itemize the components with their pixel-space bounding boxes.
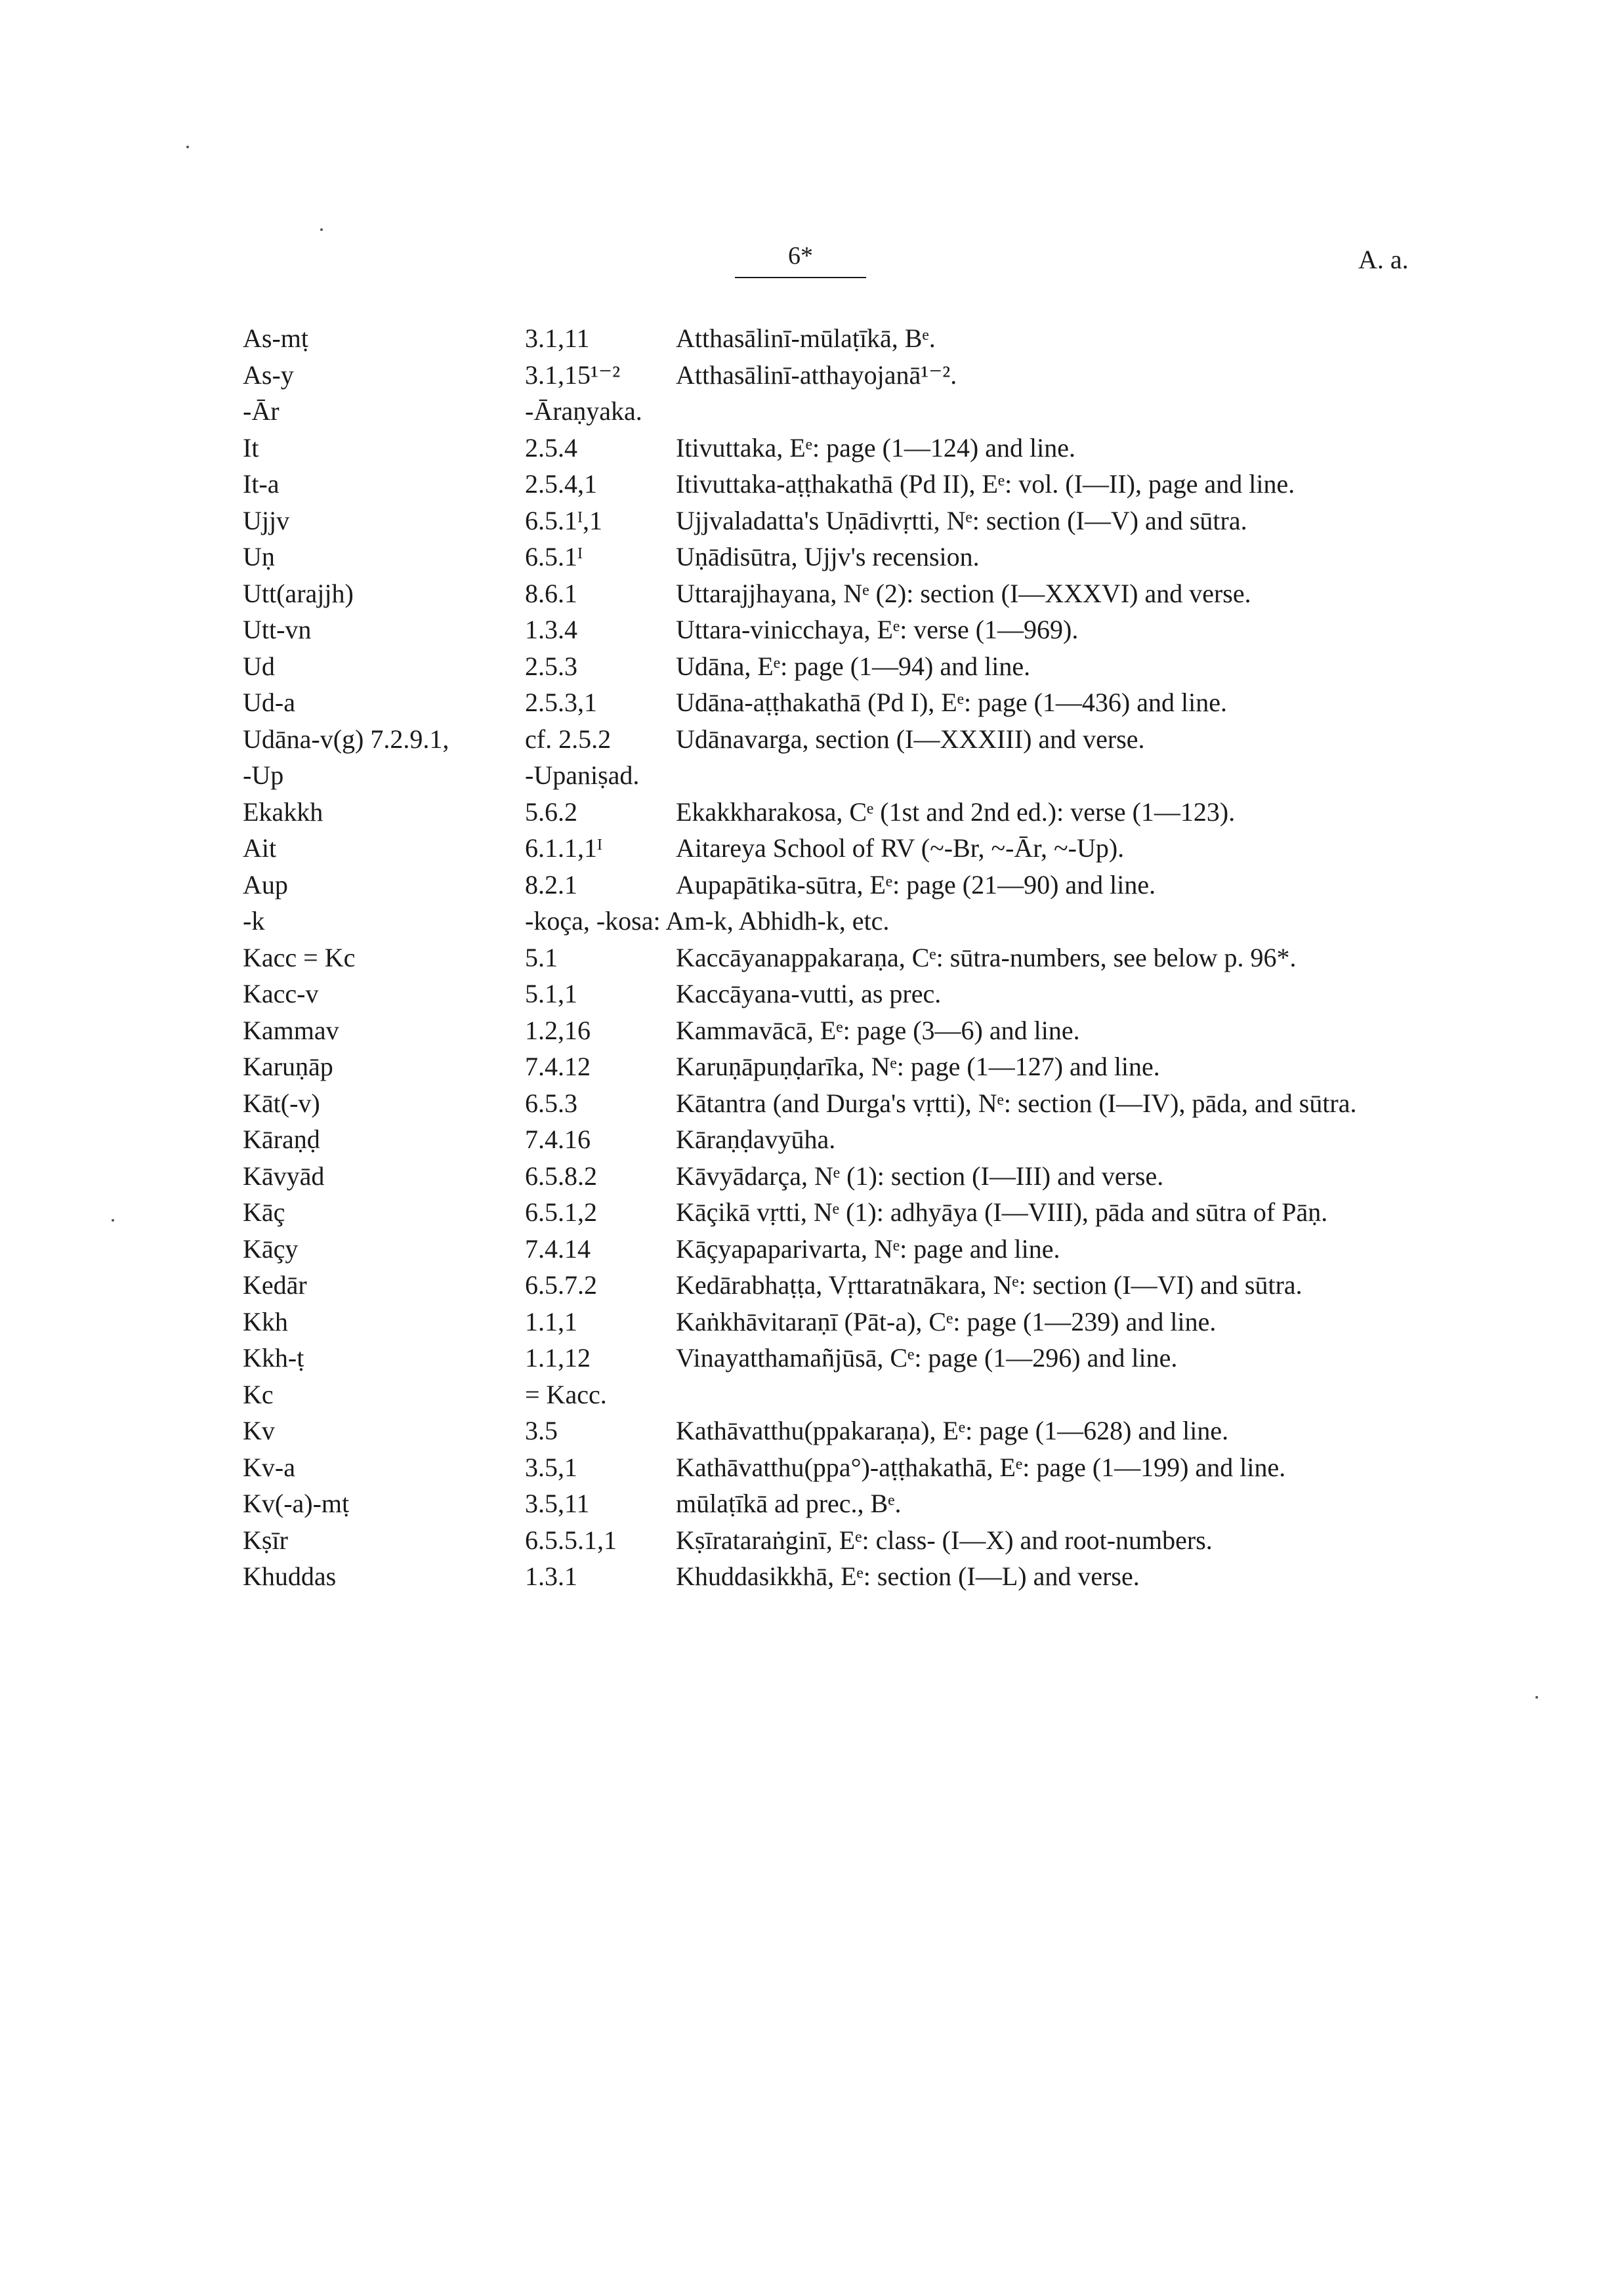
entry-abbr: Kc xyxy=(243,1379,274,1409)
entry-desc: Karuṇāpuṇḍarīka, Nᵉ: page (1—127) and line. xyxy=(676,1052,1160,1081)
entry-row xyxy=(243,1158,1398,1195)
scan-speck xyxy=(112,1219,114,1222)
entry-desc: Kaccāyana-vutti, as prec. xyxy=(676,979,942,1008)
entry-ref: -Upaniṣad. xyxy=(525,760,640,790)
entry-abbr: Kammav xyxy=(243,1015,339,1045)
entry-abbr: Kv(-a)-mṭ xyxy=(243,1489,350,1518)
entry-abbr: Kāvyād xyxy=(243,1161,325,1191)
entry-row xyxy=(243,1121,1398,1158)
entry-abbr: Kkh xyxy=(243,1306,288,1336)
entry-desc: Kedārabhaṭṭa, Vṛttaratnākara, Nᵉ: section (I—VI) and sūtra. xyxy=(676,1270,1302,1300)
entry-ref: 3.1,15¹⁻² xyxy=(525,360,621,390)
scan-speck xyxy=(320,228,323,231)
entry-abbr: Kṣīr xyxy=(243,1525,288,1555)
entry-desc: mūlaṭīkā ad prec., Bᵉ. xyxy=(676,1489,902,1518)
page-number: 6* xyxy=(788,242,813,270)
entry-ref: -Āraṇyaka. xyxy=(525,396,642,426)
entry-abbr: Ekakkh xyxy=(243,796,323,827)
entry-abbr: Ait xyxy=(243,833,277,863)
entry-ref: -koça, -kosa: Am-k, Abhidh-k, etc. xyxy=(525,906,890,936)
entry-abbr: Uṇ xyxy=(243,542,275,571)
entry-ref: 6.5.1,2 xyxy=(525,1197,597,1227)
entry-ref: 2.5.3,1 xyxy=(525,688,597,717)
entry-ref: 5.1,1 xyxy=(525,979,577,1008)
entry-desc: Kammavācā, Eᵉ: page (3—6) and line. xyxy=(676,1015,1080,1045)
entry-row xyxy=(243,757,1398,794)
entry-ref: 5.1 xyxy=(525,942,558,972)
entry-desc: Udāna-aṭṭhakathā (Pd I), Eᵉ: page (1—436) and line. xyxy=(676,688,1227,717)
entry-ref: = Kacc. xyxy=(525,1379,607,1409)
entry-ref: 1.3.1 xyxy=(525,1561,577,1591)
entry-abbr: Kkh-ṭ xyxy=(243,1343,304,1373)
entry-ref: 7.4.14 xyxy=(525,1233,591,1264)
entry-row xyxy=(243,794,1398,831)
entry-abbr: Udāna-v(g) 7.2.9.1, xyxy=(243,724,449,754)
entry-desc: Itivuttaka-aṭṭhakathā (Pd II), Eᵉ: vol. (I—II), page and line. xyxy=(676,469,1295,499)
entry-abbr: As-y xyxy=(243,360,294,390)
entry-abbr: Ujjv xyxy=(243,505,290,535)
entry-ref: 2.5.3 xyxy=(525,651,577,681)
entry-desc: Ujjvaladatta's Uṇādivṛtti, Nᵉ: section (I—V) and sūtra. xyxy=(676,505,1247,535)
entry-abbr: Kacc-v xyxy=(243,979,319,1008)
entry-ref: 3.5 xyxy=(525,1416,558,1445)
entry-abbr: Kedār xyxy=(243,1270,307,1300)
entry-ref: 5.6.2 xyxy=(525,796,577,827)
entry-desc: Udānavarga, section (I—XXXIII) and verse. xyxy=(676,724,1145,754)
entry-ref: 8.6.1 xyxy=(525,578,577,608)
entry-desc: Aupapātika-sūtra, Eᵉ: page (21—90) and line. xyxy=(676,869,1156,899)
entry-ref: 6.5.7.2 xyxy=(525,1270,597,1300)
entry-row xyxy=(243,1231,1398,1268)
entry-row xyxy=(243,1085,1398,1122)
entry-row xyxy=(243,1376,1398,1413)
entry-ref: 2.5.4,1 xyxy=(525,469,597,499)
entry-row xyxy=(243,466,1398,503)
entry-desc: Kāvyādarça, Nᵉ (1): section (I—III) and verse. xyxy=(676,1161,1164,1191)
entry-abbr: It xyxy=(243,432,259,463)
entry-abbr: Aup xyxy=(243,869,288,899)
entry-row xyxy=(243,648,1398,685)
entry-row xyxy=(243,503,1398,539)
entry-abbr: Khuddas xyxy=(243,1561,337,1591)
entry-desc: Kātantra (and Durga's vṛtti), Nᵉ: section (I—IV), pāda, and sūtra. xyxy=(676,1088,1357,1118)
entry-desc: Kṣīrataraṅginī, Eᵉ: class- (I—X) and root-numbers. xyxy=(676,1525,1213,1555)
entry-row xyxy=(243,1413,1398,1449)
entry-row xyxy=(243,430,1398,466)
entry-ref: 1.1,1 xyxy=(525,1306,577,1336)
entry-abbr: -k xyxy=(243,906,265,936)
entry-abbr: Kāçy xyxy=(243,1233,299,1264)
entry-ref: 2.5.4 xyxy=(525,432,577,463)
entry-ref: 1.2,16 xyxy=(525,1015,591,1045)
entry-desc: Udāna, Eᵉ: page (1—94) and line. xyxy=(676,651,1031,681)
abbreviation-list xyxy=(243,320,1398,1595)
entry-row xyxy=(243,393,1398,430)
entry-row xyxy=(243,1558,1398,1595)
entry-abbr: Utt-vn xyxy=(243,615,312,644)
entry-row xyxy=(243,830,1398,867)
entry-row xyxy=(243,357,1398,394)
entry-abbr: Kv-a xyxy=(243,1452,295,1482)
entry-desc: Atthasālinī-atthayojanā¹⁻². xyxy=(676,360,957,390)
entry-desc: Vinayatthamañjūsā, Cᵉ: page (1—296) and line. xyxy=(676,1343,1178,1373)
entry-ref: 6.1.1,1ᴵ xyxy=(525,833,602,863)
entry-abbr: Ud-a xyxy=(243,688,295,717)
entry-row xyxy=(243,1048,1398,1085)
entry-ref: 6.5.3 xyxy=(525,1088,577,1118)
entry-row xyxy=(243,976,1398,1012)
entry-abbr: Kāraṇḍ xyxy=(243,1125,320,1154)
entry-desc: Khuddasikkhā, Eᵉ: section (I—L) and verse. xyxy=(676,1561,1140,1591)
entry-ref: 6.5.1ᴵ xyxy=(525,542,583,571)
entry-desc: Kāçyapaparivarta, Nᵉ: page and line. xyxy=(676,1233,1060,1264)
entry-ref: 1.1,12 xyxy=(525,1343,591,1373)
entry-abbr: -Up xyxy=(243,760,284,790)
scan-speck xyxy=(1535,1696,1538,1699)
scan-speck xyxy=(186,146,189,148)
entry-row xyxy=(243,867,1398,903)
entry-abbr: -Ār xyxy=(243,396,280,426)
entry-ref: 6.5.8.2 xyxy=(525,1161,597,1191)
entry-ref: 3.5,11 xyxy=(525,1489,590,1518)
entry-desc: Itivuttaka, Eᵉ: page (1—124) and line. xyxy=(676,432,1075,463)
entry-ref: 6.5.1ᴵ,1 xyxy=(525,505,602,535)
entry-ref: 7.4.12 xyxy=(525,1052,591,1081)
entry-abbr: Karuṇāp xyxy=(243,1052,333,1081)
entry-row xyxy=(243,575,1398,612)
entry-desc: Uttarajjhayana, Nᵉ (2): section (I—XXXVI) and verse. xyxy=(676,578,1251,608)
entry-desc: Uṇādisūtra, Ujjv's recension. xyxy=(676,542,980,571)
entry-abbr: Kāt(-v) xyxy=(243,1088,320,1118)
entry-row xyxy=(243,940,1398,976)
entry-desc: Kaṅkhāvitaraṇī (Pāt-a), Cᵉ: page (1—239) and line. xyxy=(676,1306,1217,1336)
entry-abbr: Utt(arajjh) xyxy=(243,578,354,608)
entry-row xyxy=(243,684,1398,721)
entry-ref: 1.3.4 xyxy=(525,615,577,644)
entry-row xyxy=(243,320,1398,357)
entry-desc: Uttara-vinicchaya, Eᵉ: verse (1—969). xyxy=(676,615,1079,644)
section-mark: A. a. xyxy=(1358,245,1409,274)
entry-ref: 3.5,1 xyxy=(525,1452,577,1482)
entry-row xyxy=(243,1522,1398,1559)
entry-row xyxy=(243,611,1398,648)
entry-desc: Kāçikā vṛtti, Nᵉ (1): adhyāya (I—VIII), pāda and sūtra of Pāṇ. xyxy=(676,1197,1328,1227)
entry-ref: 8.2.1 xyxy=(525,869,577,899)
page-number-rule xyxy=(735,277,866,278)
entry-row xyxy=(243,721,1398,758)
entry-abbr: It-a xyxy=(243,469,280,499)
entry-row xyxy=(243,1485,1398,1522)
entry-desc: Kathāvatthu(ppakaraṇa), Eᵉ: page (1—628) and line. xyxy=(676,1416,1229,1445)
entry-ref: cf. 2.5.2 xyxy=(525,724,612,754)
entry-row xyxy=(243,1340,1398,1376)
entry-abbr: Kāç xyxy=(243,1197,285,1227)
entry-ref: 6.5.5.1,1 xyxy=(525,1525,617,1555)
entry-desc: Ekakkharakosa, Cᵉ (1st and 2nd ed.): verse (1—123). xyxy=(676,796,1236,827)
entry-abbr: As-mṭ xyxy=(243,323,308,353)
entry-abbr: Ud xyxy=(243,651,275,681)
entry-row xyxy=(243,903,1398,940)
entry-row xyxy=(243,1304,1398,1340)
entry-row xyxy=(243,1194,1398,1231)
entry-desc: Aitareya School of RV (~-Br, ~-Ār, ~-Up). xyxy=(676,833,1125,863)
entry-abbr: Kv xyxy=(243,1416,275,1445)
entry-row xyxy=(243,539,1398,575)
entry-row xyxy=(243,1012,1398,1049)
entry-desc: Kathāvatthu(ppa°)-aṭṭhakathā, Eᵉ: page (1—199) and line. xyxy=(676,1452,1286,1482)
entry-desc: Kaccāyanappakaraṇa, Cᵉ: sūtra-numbers, see below p. 96*. xyxy=(676,942,1297,972)
entry-abbr: Kacc = Kc xyxy=(243,942,356,972)
entry-ref: 7.4.16 xyxy=(525,1125,591,1154)
entry-row xyxy=(243,1267,1398,1304)
entry-desc: Atthasālinī-mūlaṭīkā, Bᵉ. xyxy=(676,323,936,353)
entry-row xyxy=(243,1449,1398,1486)
entry-desc: Kāraṇḍavyūha. xyxy=(676,1125,836,1154)
entry-ref: 3.1,11 xyxy=(525,323,590,353)
